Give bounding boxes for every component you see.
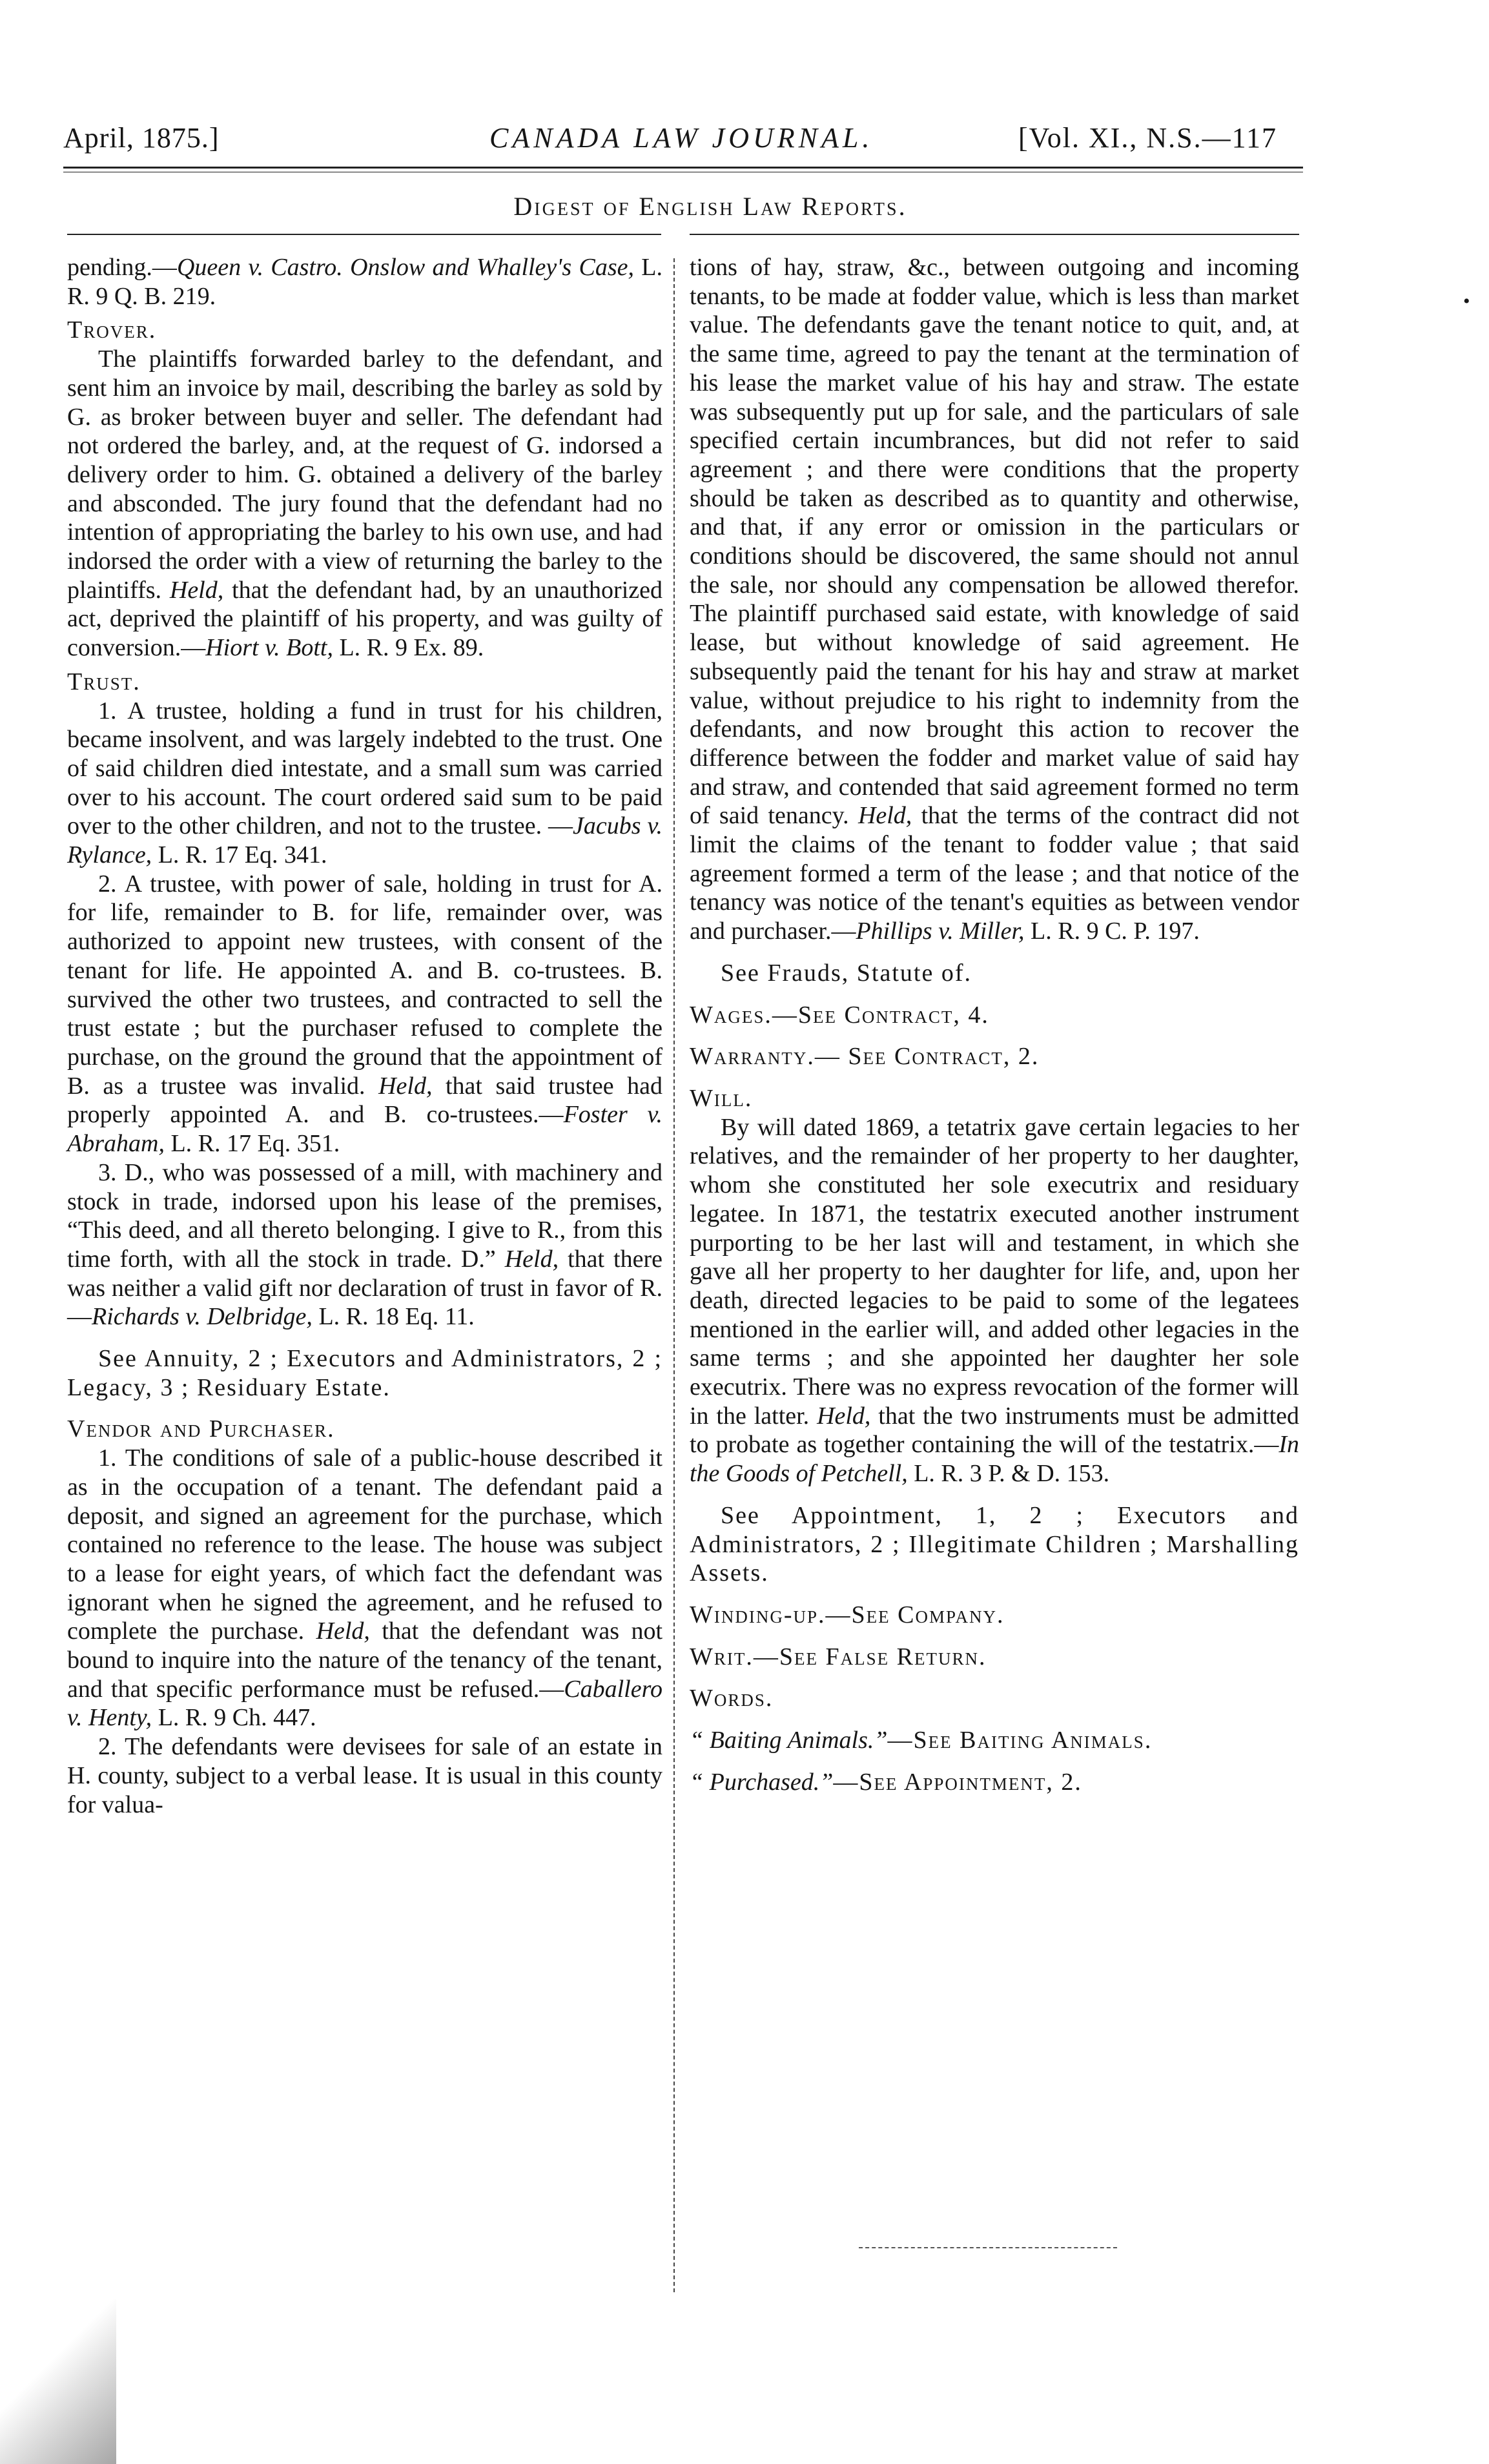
citation: L. R. 9 Ex. 89. bbox=[333, 634, 484, 662]
case-name: Foster v. Abraham, bbox=[67, 1101, 662, 1158]
case-name: Richards v. Delbridge, bbox=[92, 1303, 313, 1331]
held-word: Held, bbox=[378, 1072, 433, 1100]
words-entry-2 bbox=[690, 1768, 1299, 1797]
title-rule-right bbox=[690, 234, 1299, 235]
case-name: Caballero v. Henty, bbox=[67, 1675, 662, 1732]
citation: L. R. 9 C. P. 197. bbox=[1024, 918, 1200, 945]
trover-entry bbox=[67, 345, 662, 662]
word-see: —See Baiting Animals. bbox=[887, 1727, 1153, 1754]
trust-entry-1 bbox=[67, 697, 662, 870]
held-word: Held, bbox=[817, 1402, 871, 1430]
citation: L. R. 9 Ch. 447. bbox=[152, 1704, 316, 1732]
trust-entry-3 bbox=[67, 1158, 662, 1331]
holding: that the defendant was not bound to inquire into the nature of the tenancy of the tenant, and that specific performance must be refused.— bbox=[67, 1617, 662, 1703]
case-name: In the Goods of Petchell, bbox=[690, 1431, 1299, 1488]
words-entry-1 bbox=[690, 1726, 1299, 1755]
holding: that said trustee had properly appointed A. and B. co-trustees.— bbox=[67, 1072, 662, 1129]
heading-winding-up: Winding-up.—See Company. bbox=[690, 1601, 1005, 1628]
heading-warranty: Warranty.— See Contract, 2. bbox=[690, 1043, 1040, 1071]
held-word: Held, bbox=[857, 802, 912, 830]
held-word: Held, bbox=[169, 576, 224, 604]
title-rule-left bbox=[67, 234, 661, 235]
heading-wages: Wages.—See Contract, 4. bbox=[690, 1001, 989, 1029]
held-word: Held, bbox=[504, 1245, 559, 1273]
header-rule-top bbox=[63, 167, 1303, 169]
citation: L. R. 17 Eq. 351. bbox=[164, 1130, 340, 1158]
entry-body: The plaintiffs forwarded barley to the defendant, and sent him an invoice by mail, describing the barley as sold by G. as broker between buyer and seller. The defendant had not ordered the barley, and, at the request of G. indorsed a delivery order to him. G. obtained a delivery of the barley and absconded. The jury found that the defendant had no intention of appropriating the barley to his own use, and had indorsed the order with a view of returning the barley to the plaintiffs. bbox=[67, 345, 662, 604]
entry-body: By will dated 1869, a tetatrix gave certain legacies to her relatives, and the remainder of her property to her daughter, whom she constituted her sole executrix and residuary legatee. In 1871, the testatrix executed another instrument purporting to be her last will and testament, in which she gave all her property to her daughter for life, and, upon her death, directed legacies to be paid to some of the legatees mentioned in the earlier will, and added other legacies in the same terms ; and she appointed her daughter her sole executrix. There was no express revocation of the former will in the latter. bbox=[690, 1113, 1299, 1430]
citation: L. R. 3 P. & D. 153. bbox=[907, 1460, 1110, 1488]
word-see: —See Appointment, 2. bbox=[833, 1768, 1082, 1796]
trust-entry-2 bbox=[67, 870, 662, 1158]
holding: that there was neither a valid gift nor declaration of trust in favor of R.— bbox=[67, 1245, 662, 1331]
holding: that the terms of the contract did not limit the claims of the tenant to fodder value ; that said agreement formed a term of the lease ; and that notice of the tenancy was notice of the tenant's equities as between vendor and purchaser.— bbox=[690, 802, 1300, 945]
vendor-entry-1 bbox=[67, 1444, 662, 1732]
section-title: Digest of English Law Reports. bbox=[513, 192, 907, 221]
page-edge-shadow bbox=[0, 2299, 116, 2464]
vendor-entry-2-start: 2. The defendants were devisees for sale of an estate in H. county, subject to a verbal lease. It is usual in this county for valua- bbox=[67, 1733, 662, 1818]
entry-body: 3. D., who was possessed of a mill, with machinery and stock in trade, indorsed upon his lease of the premises, “This deed, and all thereto belonging. I give to R., from this time forth, with all the stock in trade. D.” bbox=[67, 1158, 662, 1273]
holding: that the defendant had, by an unauthorized act, deprived the plaintiff of his property, and was guilty of conversion.— bbox=[67, 576, 662, 662]
entry-body: 2. A trustee, with power of sale, holding in trust for A. for life, remainder to B. for life, remainder over, was authorized to appoint new trustees, with consent of the tenant for life. He appointed A. and B. co-trustees. B. survived the other two trustees, and contracted to sell the trust estate ; but the purchaser refused to complete the purchase, on the ground the ground that the appointment of B. as a trustee was invalid. bbox=[67, 870, 662, 1100]
right-column bbox=[690, 253, 1299, 1796]
entry-body: 1. A trustee, holding a fund in trust for his children, became insolvent, and was largely indebted to the trust. One of said children died intestate, and a small sum was carried over to his account. The court ordered said sum to be paid over to the other children, and not to the trustee. — bbox=[67, 697, 662, 840]
case-name: Phillips v. Miller, bbox=[856, 918, 1025, 945]
vendor-see-also: See Frauds, Statute of. bbox=[721, 959, 972, 987]
volume-page: [Vol. XI., N.S.—117 bbox=[1018, 122, 1277, 154]
heading-will: Will. bbox=[690, 1084, 753, 1112]
running-head bbox=[63, 118, 1277, 160]
margin-mark: • bbox=[1463, 291, 1470, 312]
end-rule bbox=[859, 2247, 1117, 2248]
continuation-lead: pending.— bbox=[67, 254, 177, 281]
case-name: Queen v. Castro. Onslow and Whalley's Case, bbox=[176, 254, 634, 281]
heading-words: Words. bbox=[690, 1685, 774, 1712]
left-column bbox=[67, 253, 662, 1819]
holding: that the two instruments must be admitted to probate as together containing the will of the testatrix.— bbox=[690, 1402, 1299, 1459]
trust-see-also: See Annuity, 2 ; Executors and Administrators, 2 ; Legacy, 3 ; Residuary Estate. bbox=[67, 1345, 662, 1401]
vendor-entry-2-continued bbox=[690, 253, 1299, 946]
citation: L. R. 9 Q. B. 219. bbox=[67, 254, 662, 310]
entry-body: tions of hay, straw, &c., between outgoing and incoming tenants, to be made at fodder value, which is less than market value. The defendants gave the tenant notice to quit, and, at the same time, agreed to pay the tenant at the termination of his lease the market value of his hay and straw. The estate was subsequently put up for sale, and the particulars of sale specified certain incumbrances, but did not refer to said agreement ; and there were conditions that the property should be taken as described as to quantity and otherwise, and that, if any error or omission in the particulars or conditions should be discovered, the same should not annul the sale, nor should any compensation be allowed therefor. The plaintiff purchased said estate, with knowledge of said lease, but without knowledge of said agreement. He subsequently paid the tenant for his hay and straw at market value, without prejudice to his right to indemnity from the defendants, and now brought this action to recover the difference between the fodder and market value of said hay and straw, and contended that said agreement formed no term of said tenancy. bbox=[690, 254, 1299, 830]
issue-date: April, 1875.] bbox=[63, 122, 220, 154]
will-see-also: See Appointment, 1, 2 ; Executors and Administrators, 2 ; Illegitimate Children ; Marshalling Assets. bbox=[690, 1501, 1299, 1587]
citation: L. R. 18 Eq. 11. bbox=[312, 1303, 475, 1331]
journal-title: CANADA LAW JOURNAL. bbox=[489, 122, 874, 154]
case-name: Jacubs v. Rylance, bbox=[67, 812, 662, 869]
heading-vendor-purchaser: Vendor and Purchaser. bbox=[67, 1415, 335, 1443]
word-phrase: “ Baiting Animals.” bbox=[690, 1727, 888, 1754]
continuation-entry bbox=[67, 253, 662, 311]
heading-trover: Trover. bbox=[67, 316, 157, 344]
case-name: Hiort v. Bott, bbox=[205, 634, 333, 662]
held-word: Held, bbox=[316, 1617, 370, 1645]
heading-writ: Writ.—See False Return. bbox=[690, 1643, 987, 1670]
will-entry bbox=[690, 1113, 1299, 1488]
citation: L. R. 17 Eq. 341. bbox=[152, 841, 327, 869]
word-phrase: “ Purchased.” bbox=[690, 1768, 834, 1796]
heading-trust: Trust. bbox=[67, 668, 141, 695]
column-divider bbox=[673, 258, 675, 2292]
entry-body: 1. The conditions of sale of a public-house described it as in the occupation of a tenant. The defendant paid a deposit, and signed an agreement for the purchase, which contained no reference to the lease. The house was subject to a lease for eight years, of which fact the defendant was ignorant when he signed the agreement, and he refused to complete the purchase. bbox=[67, 1444, 662, 1645]
